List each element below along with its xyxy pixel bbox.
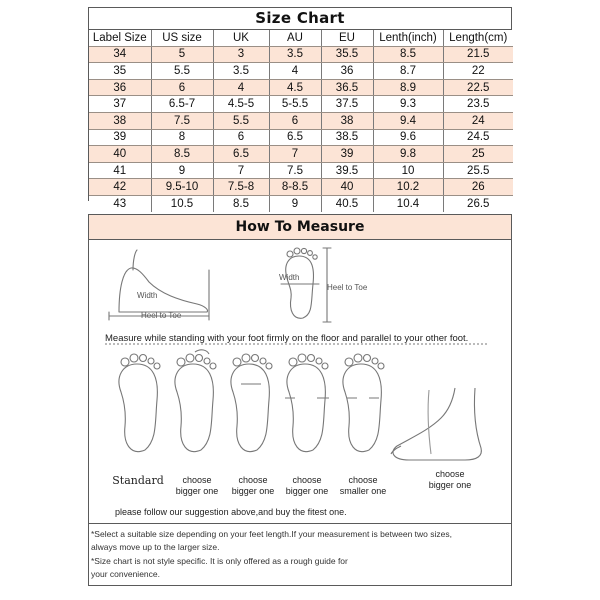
table-cell: 40 — [89, 146, 151, 163]
table-cell: 5.5 — [213, 112, 269, 129]
table-cell: 36 — [89, 79, 151, 96]
table-cell: 6 — [151, 79, 213, 96]
top-width-label: Width — [279, 273, 300, 282]
table-row — [89, 79, 513, 96]
foot-side-icon — [109, 250, 209, 320]
size-chart — [88, 7, 512, 210]
table-cell: 22.5 — [443, 79, 513, 96]
measure-instruction: Measure while standing with your foot firmly on the floor and parallel to your other foot. — [105, 333, 469, 344]
foot-instep-icon — [391, 388, 481, 460]
table-cell: 35 — [89, 63, 151, 80]
fit-label-6: choose bigger one — [428, 469, 472, 490]
table-cell: 8 — [151, 129, 213, 146]
table-row — [89, 162, 513, 179]
table-cell: 23.5 — [443, 96, 513, 113]
size-chart-title: Size Chart — [89, 8, 511, 30]
header-cell: Length(cm) — [443, 30, 513, 46]
table-cell: 37 — [89, 96, 151, 113]
table-cell: 26 — [443, 179, 513, 196]
table-cell: 39 — [321, 146, 373, 163]
table-cell: 6 — [269, 112, 321, 129]
table-cell: 3.5 — [269, 46, 321, 63]
header-cell: UK — [213, 30, 269, 46]
table-cell: 10.5 — [151, 195, 213, 211]
side-width-label: Width — [137, 291, 158, 300]
fit-label-3: choose bigger one — [231, 475, 275, 496]
table-cell: 7 — [269, 146, 321, 163]
table-cell: 4.5-5 — [213, 96, 269, 113]
table-header-row — [89, 30, 513, 46]
table-row — [89, 63, 513, 80]
table-row — [89, 195, 513, 211]
table-cell: 9.8 — [373, 146, 443, 163]
table-cell: 5-5.5 — [269, 96, 321, 113]
how-to-measure-panel — [88, 214, 512, 586]
note-line-4: your convenience. — [91, 569, 160, 579]
table-cell: 6 — [213, 129, 269, 146]
table-cell: 38 — [89, 112, 151, 129]
fit-label-2: choose bigger one — [175, 475, 219, 496]
table-cell: 40.5 — [321, 195, 373, 211]
table-row — [89, 129, 513, 146]
table-cell: 37.5 — [321, 96, 373, 113]
suggestion-text: please follow our suggestion above,and buy the fitest one. — [115, 507, 347, 517]
table-cell: 21.5 — [443, 46, 513, 63]
top-heel-to-toe-label: Heel to Toe — [327, 283, 368, 292]
table-cell: 8.5 — [373, 46, 443, 63]
header-cell: AU — [269, 30, 321, 46]
notes-divider — [89, 523, 511, 524]
header-cell: Label Size — [89, 30, 151, 46]
foot-outline-icon — [119, 350, 384, 452]
table-cell: 10 — [373, 162, 443, 179]
table-row — [89, 112, 513, 129]
table-cell: 8.9 — [373, 79, 443, 96]
table-cell: 22 — [443, 63, 513, 80]
table-cell: 7.5 — [151, 112, 213, 129]
table-cell: 10.2 — [373, 179, 443, 196]
table-cell: 38.5 — [321, 129, 373, 146]
table-cell: 35.5 — [321, 46, 373, 63]
table-cell: 9 — [151, 162, 213, 179]
table-cell: 41 — [89, 162, 151, 179]
table-cell: 8-8.5 — [269, 179, 321, 196]
table-cell: 7.5-8 — [213, 179, 269, 196]
table-cell: 39.5 — [321, 162, 373, 179]
header-cell: EU — [321, 30, 373, 46]
table-cell: 34 — [89, 46, 151, 63]
note-line-2: always move up to the larger size. — [91, 542, 220, 552]
table-cell: 25.5 — [443, 162, 513, 179]
table-cell: 10.4 — [373, 195, 443, 211]
how-to-measure-title: How To Measure — [89, 215, 511, 240]
table-cell: 7.5 — [269, 162, 321, 179]
table-cell: 39 — [89, 129, 151, 146]
table-cell: 38 — [321, 112, 373, 129]
fit-label-standard: Standard — [112, 474, 164, 487]
table-row — [89, 146, 513, 163]
size-table — [89, 30, 513, 212]
fit-label-4: choose bigger one — [285, 475, 329, 496]
table-cell: 42 — [89, 179, 151, 196]
table-cell: 40 — [321, 179, 373, 196]
table-cell: 5 — [151, 46, 213, 63]
table-cell: 7 — [213, 162, 269, 179]
table-row — [89, 46, 513, 63]
header-cell: Lenth(inch) — [373, 30, 443, 46]
note-line-1: *Select a suitable size depending on your feet length.If your measurement is between two sizes, — [91, 529, 452, 539]
table-cell: 4 — [269, 63, 321, 80]
table-cell: 9.4 — [373, 112, 443, 129]
note-line-3: *Size chart is not style specific. It is only offered as a rough guide for — [91, 556, 348, 566]
header-cell: US size — [151, 30, 213, 46]
table-cell: 43 — [89, 195, 151, 211]
table-cell: 9 — [269, 195, 321, 211]
table-cell: 4 — [213, 79, 269, 96]
table-cell: 24 — [443, 112, 513, 129]
table-cell: 36 — [321, 63, 373, 80]
fit-label-5: choose smaller one — [339, 475, 387, 496]
table-row — [89, 96, 513, 113]
table-cell: 9.6 — [373, 129, 443, 146]
table-cell: 3 — [213, 46, 269, 63]
table-cell: 3.5 — [213, 63, 269, 80]
table-cell: 8.5 — [213, 195, 269, 211]
table-cell: 4.5 — [269, 79, 321, 96]
table-cell: 9.5-10 — [151, 179, 213, 196]
table-cell: 8.5 — [151, 146, 213, 163]
table-cell: 5.5 — [151, 63, 213, 80]
side-heel-to-toe-label: Heel to Toe — [141, 311, 182, 320]
table-row — [89, 179, 513, 196]
table-cell: 6.5 — [269, 129, 321, 146]
table-cell: 36.5 — [321, 79, 373, 96]
foot-sole-icon — [281, 248, 331, 322]
table-cell: 25 — [443, 146, 513, 163]
table-cell: 24.5 — [443, 129, 513, 146]
table-cell: 8.7 — [373, 63, 443, 80]
table-cell: 26.5 — [443, 195, 513, 211]
table-cell: 6.5 — [213, 146, 269, 163]
table-cell: 9.3 — [373, 96, 443, 113]
table-cell: 6.5-7 — [151, 96, 213, 113]
